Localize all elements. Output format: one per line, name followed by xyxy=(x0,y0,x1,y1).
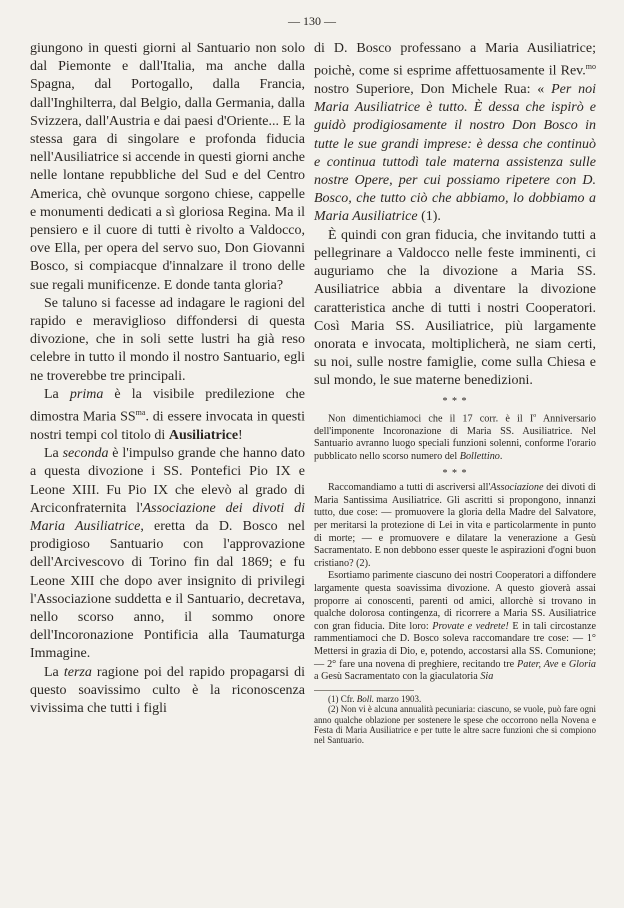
footnote-1: (1) Cfr. Boll. marzo 1903. xyxy=(328,693,422,704)
note-anniversary: Non dimentichiamoci che il 17 corr. è il $I^o$ Anniversario dell'imponente Incoronazione di Maria SS. Ausiliatrice. Nel Santuario avranno luogo speciali funzioni solenni, conforme l'orario pubblicato nello scorso numero del Bollettino. xyxy=(314,412,596,462)
paragraph-first-reason: La prima è la visibile predilezione che dimostra Maria $SS^{ma}$. di essere invocata in questi nostri tempi col titolo di Ausiliatrice! xyxy=(30,386,306,443)
footnote-rule xyxy=(314,690,414,691)
paragraph-third-reason: La terza ragione poi del rapido propagarsi di questo soavissimo culto è la riconoscenza vivissima che tutti i figli xyxy=(30,664,306,716)
left-column xyxy=(30,40,305,718)
section-divider: * * * xyxy=(442,468,468,480)
note-cooperators: Esortiamo parimente ciascuno dei nostri Cooperatori a diffondere largamente questa soavissima divozione. A questo gioverà assai proporre ai conoscenti, parenti od amici, allorchè si trovano in qualche dolorosa contingenza, di ricorrere a Maria SS. Ausiliatrice con gran fiducia. Dite loro: Provate e vedrete! E in tali circostanze rammentiamoci che D. Bosco soleva raccomandare tre cose: — 1° Mettersi in grazia di Dio, e, potendo, accostarsi alla SS. Comunione; — 2° fare una novena di preghiere, recitando tre Pater, Ave e Gloria a Gesù Sacramentato con la giaculatoria Sia xyxy=(314,570,596,683)
paragraph-rua-quote: di D. Bosco professano a Maria Ausiliatrice; poichè, come si esprime affettuosamente il Rev.$^{mo}$ nostro Superiore, Don Michele Rua: « Per noi Maria Ausiliatrice è tutto. È dessa che ispirò e guidò prodigiosamente il nostro Don Bosco in tutte le sue grandi imprese: è dessa che continuò e continua tuttodì tale materna assistenza sulle nostre Opere, per cui possiamo ripetere con D. Bosco, che tutto ciò che abbiamo, lo dobbiamo a Maria Ausiliatrice (1). xyxy=(314,41,596,225)
section-divider: * * * xyxy=(442,395,468,407)
paragraph-invitation: È quindi con gran fiducia, che invitando tutti a pellegrinare a Valdocco nelle feste imminenti, ci auguriamo che la divozione a Maria SS. Ausiliatrice abbia a diventare la divozione caratteristica anche di tutti i nostri Cooperatori. Così Maria SS. Ausiliatrice, più largamente onorata e invocata, moltiplicherà, ne siam certi, su noi, sulle nostre famiglie, come sulla Chiesa e sul mondo, le sue materne benedizioni. xyxy=(314,227,596,389)
footnote-2: (2) Non vi è alcuna annualità pecuniaria: ciascuno, se vuole, può fare ogni anno qualche oblazione per sostenere le spese che occorrono nella Novena e Festa di Maria Ausiliatrice e per tutte le altre sacre funzioni che si compiono nel Santuario. xyxy=(314,704,596,746)
page-number: — 130 — xyxy=(288,14,336,28)
note-association: Raccomandiamo a tutti di ascriversi all'Associazione dei divoti di Maria Santissima Ausiliatrice. Gli ascritti si propongono, innanzi tutto, due cose: — promuovere la gloria della Madre del Salvatore, per meritarsi la protezione di Lei in vita e particolarmente in punto di morte; — e promuovere e dilatare la venerazione a Gesù Sacramentato. E non debbono esser queste le aspirazioni d'ogni buon cristiano? (2). xyxy=(314,482,596,569)
paragraph-reasons: Se taluno si facesse ad indagare le ragioni del rapido e meraviglioso diffondersi di questa divozione, che in soli sette lustri ha già reso celebre in tutto il mondo il nostro Santuario, egli ne troverebbe tre principali. xyxy=(30,295,305,384)
paragraph-second-reason: La seconda è l'impulso grande che hanno dato a questa divozione i SS. Pontefici Pio IX e Leone XIII. Fu Pio IX che elevò al grado di Arciconfraternita l'Associazione dei divoti di Maria Ausiliatrice, eretta da D. Bosco nel prodigioso Santuario con l'approvazione dell'Arcivescovo di Torino fin dal 1869; e fu Leone XIII che dopo aver insignito di privilegi l'Associazione suddetta e il Santuario, decretava, nello scorso anno, il sommo onore dell'Incoronazione Pontificia alla Taumaturga Immagine. xyxy=(30,446,306,662)
right-column xyxy=(314,40,596,746)
paragraph-pilgrims: giungono in questi giorni al Santuario non solo dal Piemonte e dall'Italia, ma anche dalla Spagna, dal Portogallo, dalla Francia, dall'Inghilterra, dal Belgio, dalla Germania, dalla Svizzera, dall'Austria e dai paesi d'Oriente... E la stessa gara di singolare e profonda fiducia nell'Ausiliatrice si accende in questi giorni anche nelle lontane repubbliche del Sud e del Centro America, chè ovunque sorgono chiese, cappelle e monumenti dedicati a sì gloriosa Regina. Ma il pensiero e il cuore di tutti è rivolto a Valdocco, ove Ella, per opera del servo suo, Don Giovanni Bosco, si compiacque d'innalzare il trono delle sue regali munificenze. E donde tanta gloria? xyxy=(30,41,305,293)
